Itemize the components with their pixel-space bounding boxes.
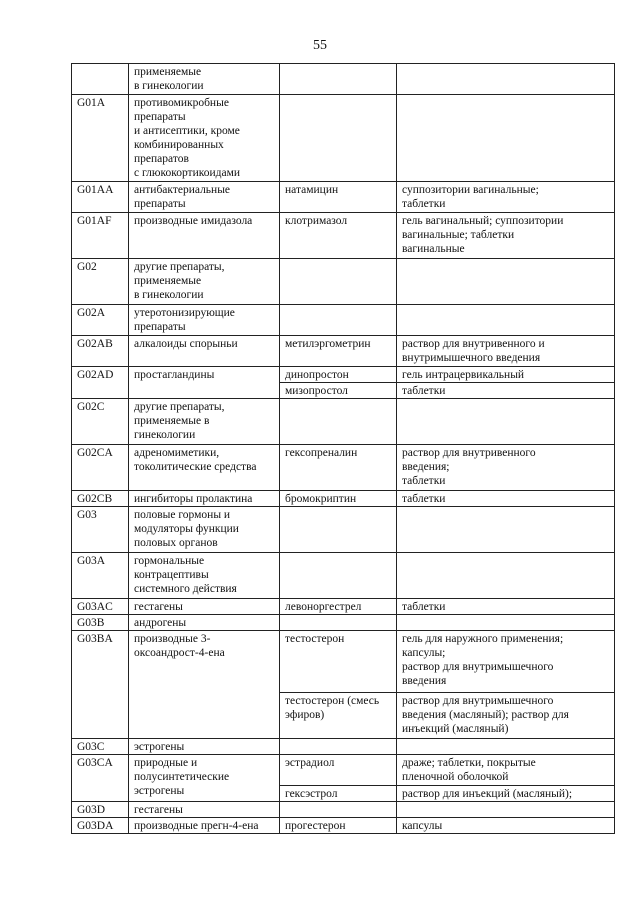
table-row [72,631,615,693]
dosage-form-cell: раствор для внутривенного введения; таблетки [397,445,615,491]
group-name-cell: производные имидазола [129,213,280,259]
dosage-form-cell [397,259,615,305]
dosage-form-cell: раствор для внутримышечного введения (масляный); раствор для инъекций (масляный) [397,693,615,739]
atc-code-cell: G02 [72,259,129,305]
drug-name-cell: метилэргометрин [280,336,397,367]
atc-code-cell: G03C [72,739,129,755]
drug-name-cell [280,399,397,445]
drug-name-cell: левоноргестрел [280,599,397,615]
drug-name-cell: гексэстрол [280,786,397,802]
table-row [72,739,615,755]
table-row [72,818,615,834]
drug-name-cell: клотримазол [280,213,397,259]
drug-name-cell [280,259,397,305]
group-name-cell: андрогены [129,615,280,631]
page-number: 55 [313,38,327,53]
group-name-cell: гестагены [129,599,280,615]
drug-name-cell: мизопростол [280,383,397,399]
atc-code-cell: G02AB [72,336,129,367]
group-name-cell: адреномиметики, токолитические средства [129,445,280,491]
table-row [72,445,615,491]
atc-code-cell: G02A [72,305,129,336]
dosage-form-cell [397,615,615,631]
dosage-form-cell: таблетки [397,491,615,507]
atc-code-cell: G03A [72,553,129,599]
group-name-cell: ингибиторы пролактина [129,491,280,507]
group-name-cell: другие препараты, применяемые в гинекологии [129,399,280,445]
drug-name-cell: натамицин [280,182,397,213]
atc-code-cell: G02C [72,399,129,445]
drug-name-cell: прогестерон [280,818,397,834]
drug-name-cell: динопростон [280,367,397,383]
atc-code-cell: G02CA [72,445,129,491]
drug-name-cell [280,802,397,818]
group-name-cell: половые гормоны и модуляторы функции половых органов [129,507,280,553]
dosage-form-cell: гель для наружного применения; капсулы; раствор для внутримышечного введения [397,631,615,693]
atc-code-cell: G03D [72,802,129,818]
atc-code-cell: G02AD [72,367,129,399]
drug-name-cell [280,95,397,182]
drug-name-cell: тестостерон (смесь эфиров) [280,693,397,739]
atc-code-cell: G01A [72,95,129,182]
table-row [72,615,615,631]
atc-drug-table [71,63,615,834]
dosage-form-cell [397,507,615,553]
drug-name-cell [280,739,397,755]
dosage-form-cell [397,64,615,95]
group-name-cell: производные прегн-4-ена [129,818,280,834]
group-name-cell: алкалоиды спорыньи [129,336,280,367]
atc-code-cell: G03AC [72,599,129,615]
dosage-form-cell [397,399,615,445]
atc-code-cell: G03BA [72,631,129,739]
table-row [72,553,615,599]
atc-code-cell: G01AF [72,213,129,259]
dosage-form-cell: раствор для внутривенного и внутримышечного введения [397,336,615,367]
dosage-form-cell: суппозитории вагинальные; таблетки [397,182,615,213]
table-row [72,802,615,818]
drug-name-cell [280,64,397,95]
group-name-cell: природные и полусинтетические эстрогены [129,755,280,802]
dosage-form-cell: раствор для инъекций (масляный); [397,786,615,802]
drug-name-cell: эстрадиол [280,755,397,786]
atc-code-cell: G03 [72,507,129,553]
table-row [72,64,615,95]
dosage-form-cell [397,95,615,182]
group-name-cell: противомикробные препараты и антисептики, кроме комбинированных препаратов с глюкокортикоидами [129,95,280,182]
table-row [72,182,615,213]
dosage-form-cell [397,739,615,755]
atc-code-cell: G03CA [72,755,129,802]
table-row [72,367,615,383]
dosage-form-cell [397,305,615,336]
atc-code-cell: G03DA [72,818,129,834]
table-row [72,95,615,182]
dosage-form-cell: драже; таблетки, покрытые пленочной оболочкой [397,755,615,786]
drug-name-cell: бромокриптин [280,491,397,507]
drug-name-cell: тестостерон [280,631,397,693]
drug-name-cell [280,507,397,553]
table-row [72,305,615,336]
group-name-cell: производные 3- оксоандрост-4-ена [129,631,280,739]
drug-name-cell [280,553,397,599]
group-name-cell: эстрогены [129,739,280,755]
group-name-cell: применяемые в гинекологии [129,64,280,95]
table-row [72,491,615,507]
atc-code-cell: G03B [72,615,129,631]
dosage-form-cell: гель вагинальный; суппозитории вагинальные; таблетки вагинальные [397,213,615,259]
table-row [72,599,615,615]
table-row [72,399,615,445]
drug-name-cell [280,615,397,631]
table-row [72,213,615,259]
dosage-form-cell: таблетки [397,383,615,399]
dosage-form-cell [397,553,615,599]
drug-name-cell: гексопреналин [280,445,397,491]
table-row [72,336,615,367]
group-name-cell: гормональные контрацептивы системного действия [129,553,280,599]
atc-code-cell [72,64,129,95]
table-row [72,259,615,305]
group-name-cell: антибактериальные препараты [129,182,280,213]
group-name-cell: утеротонизирующие препараты [129,305,280,336]
dosage-form-cell: капсулы [397,818,615,834]
dosage-form-cell: таблетки [397,599,615,615]
dosage-form-cell [397,802,615,818]
atc-code-cell: G01AA [72,182,129,213]
table-row [72,507,615,553]
group-name-cell: простагландины [129,367,280,399]
group-name-cell: другие препараты, применяемые в гинекологии [129,259,280,305]
group-name-cell: гестагены [129,802,280,818]
drug-name-cell [280,305,397,336]
table-row [72,755,615,786]
dosage-form-cell: гель интрацервикальный [397,367,615,383]
atc-code-cell: G02CB [72,491,129,507]
